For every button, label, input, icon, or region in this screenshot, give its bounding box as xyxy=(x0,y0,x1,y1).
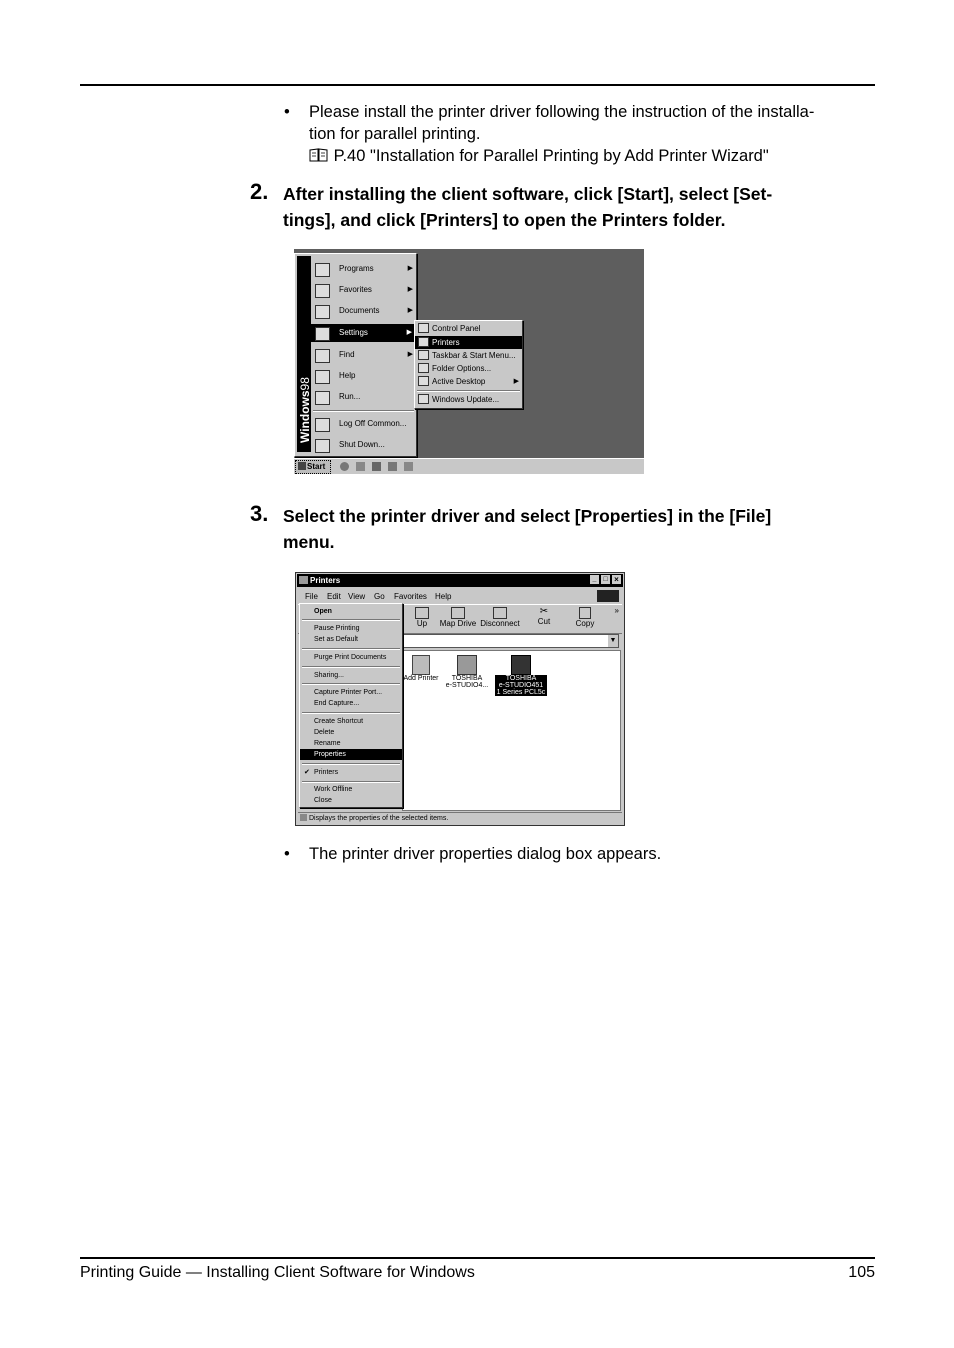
up-icon xyxy=(415,607,429,619)
file-menu xyxy=(299,603,403,808)
checkmark-icon: ✔ xyxy=(304,769,310,776)
file-item-pause-printing[interactable]: Pause Printing xyxy=(314,625,360,632)
submenu-item-control-panel[interactable]: Control Panel xyxy=(415,322,522,335)
reference-line xyxy=(309,145,879,167)
step-text xyxy=(283,503,873,555)
file-item-delete[interactable]: Delete xyxy=(314,729,335,736)
menu-edit[interactable]: Edit xyxy=(327,592,341,601)
documents-icon xyxy=(315,305,330,319)
file-item-close[interactable]: Close xyxy=(314,797,332,804)
start-item-log-off[interactable]: Log Off Common... xyxy=(295,415,416,433)
footer-title: Printing Guide — Installing Client Software for Windows xyxy=(80,1264,475,1281)
taskbar xyxy=(294,458,644,474)
menu-file[interactable]: File xyxy=(305,592,318,601)
submenu-arrow-icon: ▶ xyxy=(407,351,413,358)
printer-item-toshiba-2[interactable] xyxy=(495,655,547,696)
submenu-item-folder-options[interactable]: Folder Options... xyxy=(415,362,522,375)
windows-logo-icon xyxy=(597,590,619,602)
reference-text: P.40 "Installation for Parallel Printing by Add Printer Wizard" xyxy=(333,147,769,165)
bullet: • xyxy=(284,845,290,863)
title-bar[interactable] xyxy=(297,574,623,587)
start-item-favorites[interactable]: Favorites ▶ xyxy=(295,281,416,299)
add-printer-icon xyxy=(412,655,430,675)
help-icon xyxy=(315,370,330,384)
status-bar xyxy=(298,812,622,824)
intro-line: Please install the printer driver following the instruction of the installa- xyxy=(309,103,815,121)
toolbar-up-button[interactable]: Up xyxy=(410,607,434,628)
start-item-find[interactable]: Find ▶ xyxy=(295,346,416,364)
menu-separator xyxy=(302,619,400,621)
step-line: Select the printer driver and select [Properties] in the [File] xyxy=(283,506,772,526)
favorites-icon xyxy=(315,284,330,298)
menu-separator xyxy=(302,712,400,714)
submenu-item-printers[interactable]: Printers xyxy=(415,336,522,349)
menu-separator xyxy=(417,390,520,392)
shut-down-icon xyxy=(315,439,330,453)
file-item-set-default[interactable]: Set as Default xyxy=(314,636,358,643)
start-item-documents[interactable]: Documents ▶ xyxy=(295,302,416,320)
selected-printer-label: TOSHIBA e-STUDIO451 1 Series PCL5c xyxy=(496,675,546,696)
menu-separator xyxy=(313,410,414,412)
menu-view[interactable]: View xyxy=(348,592,366,601)
active-desktop-icon xyxy=(418,376,429,386)
quick-launch-arrow-icon[interactable] xyxy=(404,462,413,471)
submenu-item-active-desktop[interactable]: Active Desktop ▶ xyxy=(415,375,522,388)
page-number: 105 xyxy=(848,1264,875,1281)
menu-separator xyxy=(302,666,400,668)
file-item-open[interactable]: Open xyxy=(314,608,332,615)
windows-update-icon xyxy=(418,394,429,404)
submenu-arrow-icon: ▶ xyxy=(513,378,519,385)
toolbar-copy-button[interactable]: Copy xyxy=(574,607,596,628)
file-item-capture-port[interactable]: Capture Printer Port... xyxy=(314,689,383,696)
printer-icon xyxy=(511,655,531,675)
submenu-arrow-icon: ▶ xyxy=(407,307,413,314)
scissors-icon: ✂ xyxy=(539,606,549,617)
submenu-arrow-icon: ▶ xyxy=(407,265,413,272)
start-item-shut-down[interactable]: Shut Down... xyxy=(295,436,416,454)
toolbar-cut-button[interactable]: ✂ Cut xyxy=(534,607,554,626)
map-drive-icon xyxy=(451,607,465,619)
step-text xyxy=(283,181,873,233)
file-item-printers[interactable]: ✔ Printers xyxy=(304,769,339,776)
quick-launch-channel-icon[interactable] xyxy=(388,462,397,471)
menu-separator xyxy=(302,781,400,783)
bullet: • xyxy=(284,103,290,121)
menu-help[interactable]: Help xyxy=(435,592,452,601)
find-icon xyxy=(315,349,330,363)
file-item-work-offline[interactable]: Work Offline xyxy=(314,786,353,793)
menu-separator xyxy=(302,683,400,685)
quick-launch-desktop-icon[interactable] xyxy=(372,462,381,471)
control-panel-icon xyxy=(418,323,429,333)
settings-submenu xyxy=(414,320,523,409)
printer-icon xyxy=(418,337,429,347)
step-line: menu. xyxy=(283,532,335,552)
maximize-button[interactable]: □ xyxy=(601,575,610,584)
content-area xyxy=(402,650,621,811)
start-button[interactable]: Start xyxy=(295,460,331,474)
submenu-arrow-icon: ▶ xyxy=(407,286,413,293)
menu-favorites[interactable]: Favorites xyxy=(394,592,427,601)
step-line: tings], and click [Printers] to open the Printers folder. xyxy=(283,210,726,230)
close-button[interactable]: × xyxy=(612,575,621,584)
menu-separator xyxy=(302,763,400,765)
quick-launch-browser-icon[interactable] xyxy=(340,462,349,471)
programs-icon xyxy=(315,263,330,277)
submenu-item-taskbar[interactable]: Taskbar & Start Menu... xyxy=(415,349,522,362)
folder-options-icon xyxy=(418,363,429,373)
status-text: Displays the properties of the selected items. xyxy=(309,815,449,822)
dropdown-arrow-icon[interactable]: ▼ xyxy=(608,635,618,647)
toolbar-map-drive-button[interactable]: Map Drive xyxy=(439,607,477,628)
step-line: After installing the client software, click [Start], select [Set- xyxy=(283,184,773,204)
window-title: Printers xyxy=(310,576,341,585)
disconnect-icon xyxy=(493,607,507,619)
printer-item-toshiba-1[interactable]: TOSHIBA e-STUDIO4... xyxy=(445,655,489,689)
toolbar-disconnect-button[interactable]: Disconnect xyxy=(479,607,521,628)
toolbar-overflow-icon[interactable]: » xyxy=(614,606,619,615)
submenu-arrow-icon: ▶ xyxy=(406,329,412,336)
quick-launch-email-icon[interactable] xyxy=(356,462,365,471)
windows-brand: Windows xyxy=(298,390,312,443)
settings-icon xyxy=(315,327,330,341)
intro-text xyxy=(309,101,879,167)
printers-window-screenshot xyxy=(295,572,625,826)
default-printer-icon xyxy=(457,655,477,675)
result-text: The printer driver properties dialog box appears. xyxy=(309,845,662,863)
run-icon xyxy=(315,391,330,405)
top-rule xyxy=(80,84,875,86)
start-item-help[interactable]: Help xyxy=(295,367,416,385)
file-item-properties[interactable]: Properties xyxy=(300,749,402,760)
step-number: 3. xyxy=(250,501,269,526)
log-off-icon xyxy=(315,418,330,432)
taskbar-icon xyxy=(418,350,429,360)
printer-item-add-printer[interactable]: Add Printer xyxy=(403,655,439,682)
windows-logo-icon xyxy=(298,462,306,470)
start-item-settings[interactable]: Settings ▶ xyxy=(311,324,415,342)
start-item-run[interactable]: Run... xyxy=(295,388,416,406)
copy-icon xyxy=(579,607,591,619)
file-item-purge[interactable]: Purge Print Documents xyxy=(314,654,387,661)
printer-folder-icon xyxy=(299,576,308,584)
menu-bar xyxy=(300,590,622,603)
start-menu xyxy=(294,253,417,457)
file-item-end-capture[interactable]: End Capture... xyxy=(314,700,360,707)
intro-line: tion for parallel printing. xyxy=(309,125,481,143)
step-number: 2. xyxy=(250,179,269,204)
minimize-button[interactable]: _ xyxy=(590,575,599,584)
submenu-item-windows-update[interactable]: Windows Update... xyxy=(415,393,522,406)
file-item-sharing[interactable]: Sharing... xyxy=(314,672,344,679)
windows-version: 98 xyxy=(298,377,312,391)
start-item-programs[interactable]: Programs ▶ xyxy=(295,260,416,278)
bottom-rule xyxy=(80,1257,875,1259)
menu-go[interactable]: Go xyxy=(374,592,385,601)
menu-separator xyxy=(302,648,400,650)
file-item-create-shortcut[interactable]: Create Shortcut xyxy=(314,718,364,725)
file-item-rename[interactable]: Rename xyxy=(314,740,341,747)
book-icon xyxy=(309,148,329,162)
address-bar[interactable] xyxy=(401,634,619,648)
start-menu-screenshot xyxy=(294,249,644,474)
status-icon xyxy=(300,814,307,821)
